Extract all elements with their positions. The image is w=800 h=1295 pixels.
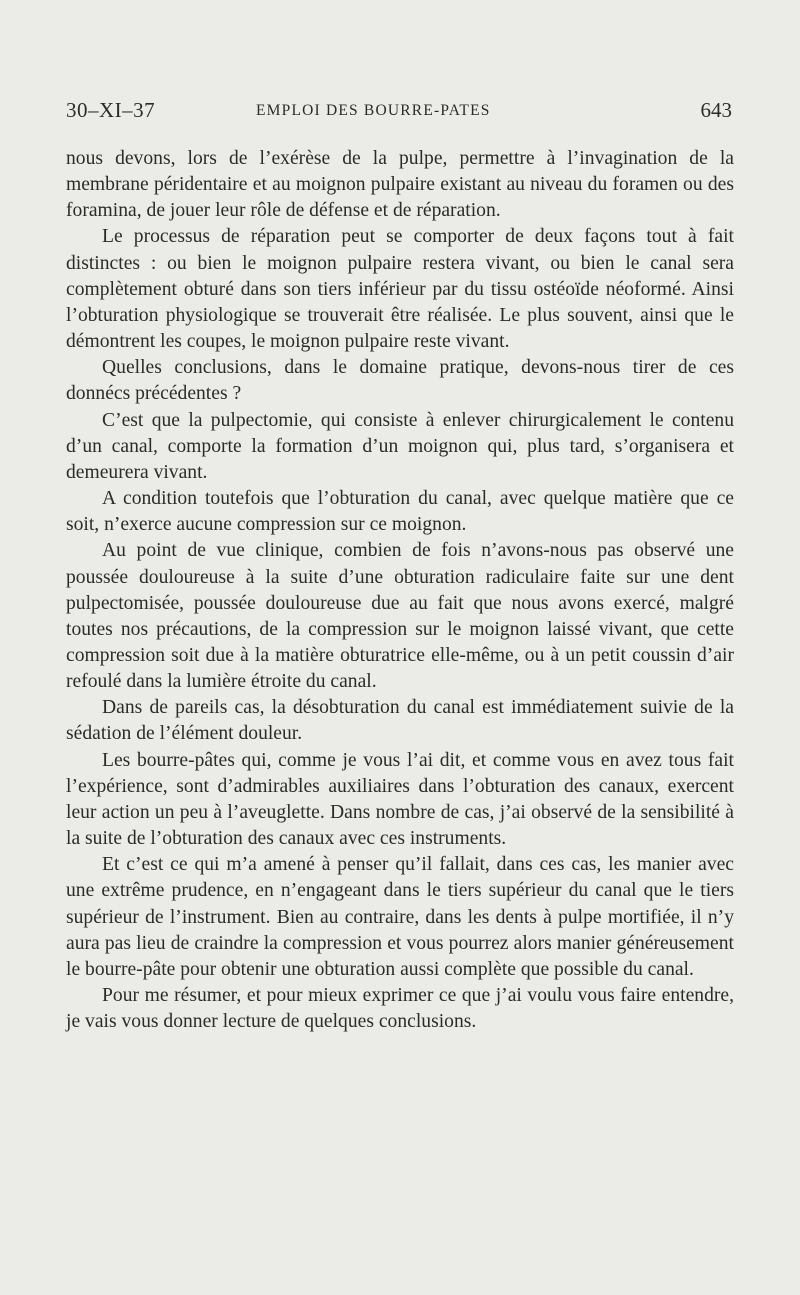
paragraph: Pour me résumer, et pour mieux exprimer ce que j’ai voulu vous faire entendre, je vais vous donner lecture de quelques conclusions. xyxy=(66,985,734,1033)
body-text xyxy=(66,146,734,1035)
running-head xyxy=(66,98,736,128)
paragraph: nous devons, lors de l’exérèse de la pulpe, permettre à l’invagination de la membrane péridentaire et au moignon pulpaire existant au niveau du foramen ou des foramina, de jouer leur rôle de défense et de réparation. xyxy=(66,148,734,222)
paragraph: Quelles conclusions, dans le domaine pratique, devons-nous tirer de ces donnécs précédentes ? xyxy=(66,357,734,405)
paragraph: Et c’est ce qui m’a amené à penser qu’il fallait, dans ces cas, les manier avec une extrême prudence, en n’engageant dans le tiers supérieur du canal que le tiers supérieur de l’instrument. Bien au contraire, dans les dents à pulpe mortifiée, il n’y aura pas lieu de craindre la compression et vous pourrez alors manier généreusement le bourre-pâte pour obtenir une obturation aussi complète que possible du canal. xyxy=(66,854,734,980)
paragraph: A condition toutefois que l’obturation du canal, avec quelque matière que ce soit, n’exerce aucune compression sur ce moignon. xyxy=(66,488,734,536)
page-number: 643 xyxy=(700,98,732,122)
header-title: EMPLOI DES BOURRE-PATES xyxy=(256,102,491,119)
paragraph: Dans de pareils cas, la désobturation du canal est immédiatement suivie de la sédation de l’élément douleur. xyxy=(66,697,734,745)
paragraph: Les bourre-pâtes qui, comme je vous l’ai dit, et comme vous en avez tous fait l’expérience, sont d’admirables auxiliaires dans l’obturation des canaux, exercent leur action un peu à l’aveuglette. Dans nombre de cas, j’ai observé de la sensibilité à la suite de l’obturation des canaux avec ces instruments. xyxy=(66,749,734,850)
paragraph: Le processus de réparation peut se comporter de deux façons tout à fait distinctes : ou bien le moignon pulpaire restera vivant, ou bien le canal sera complètement obturé dans son tiers inférieur par du tissu ostéoïde néoformé. Ainsi l’obturation physiologique se trouverait être réalisée. Le plus souvent, ainsi que le démontrent les coupes, le moignon pulpaire reste vivant. xyxy=(66,226,734,353)
header-date: 30–XI–37 xyxy=(66,98,156,122)
paragraph: Au point de vue clinique, combien de fois n’avons-nous pas observé une poussée douloureuse à la suite d’une obturation radiculaire faite sur une dent pulpectomisée, poussée douloureuse due au fait que nous avons exercé, malgré toutes nos précautions, de la compression sur le moignon laissé vivant, que cette compression soit due à la matière obturatrice elle-même, ou à un petit coussin d’air refoulé dans la lumière étroite du canal. xyxy=(66,540,734,693)
paragraph: C’est que la pulpectomie, qui consiste à enlever chirurgicalement le contenu d’un canal, comporte la formation d’un moignon qui, plus tard, s’organisera et demeurera vivant. xyxy=(66,409,734,483)
